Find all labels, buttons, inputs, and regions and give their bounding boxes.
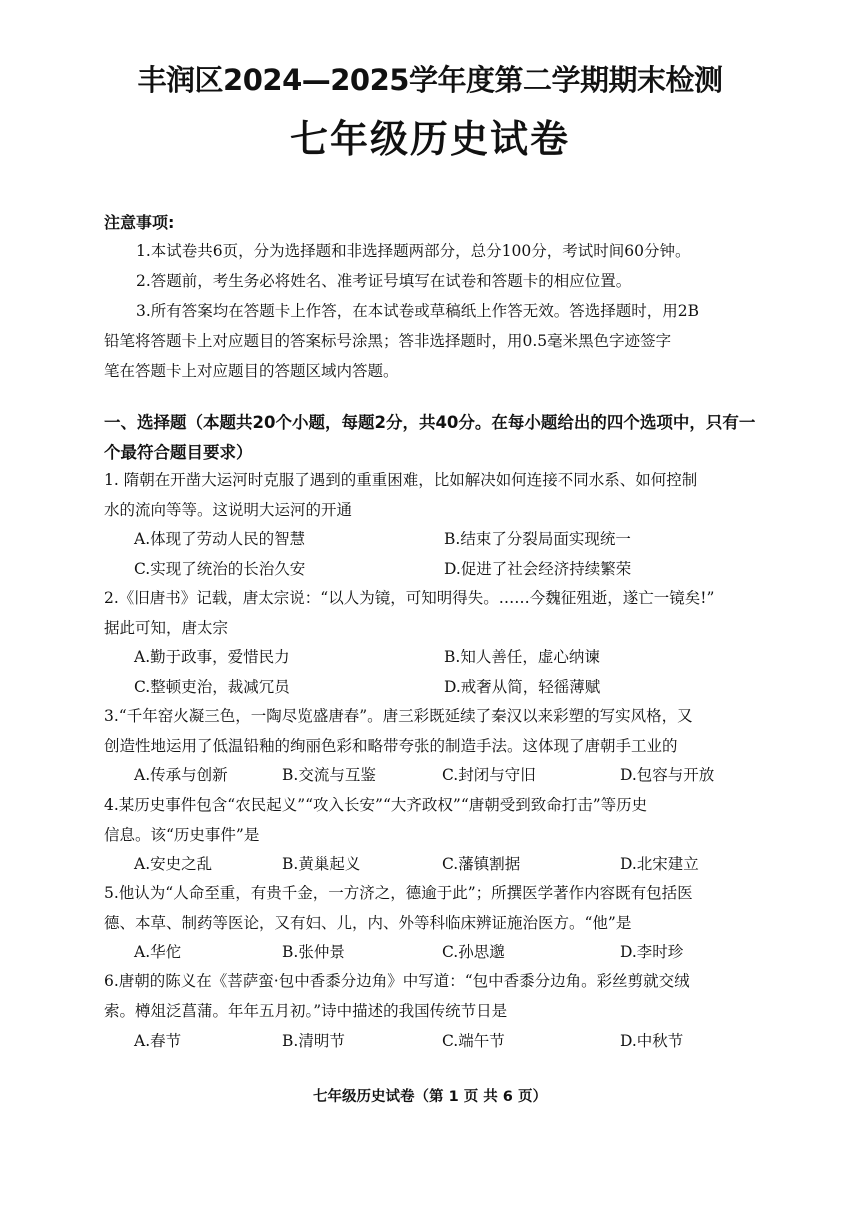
question-stem-line: 2.《旧唐书》记载，唐太宗说：“以人为镜，可知明得失。……今魏征殂逝，遂亡一镜矣!” (104, 589, 715, 607)
option-b[interactable]: B.知人善任，虚心纳谏 (444, 648, 600, 666)
question-1-options-row2 (134, 554, 764, 584)
question-stem-line: 索。樽俎泛菖蒲。年年五月初。”诗中描述的我国传统节日是 (104, 1002, 508, 1020)
question-stem-line: 信息。该“历史事件”是 (104, 826, 260, 844)
option-a[interactable]: A.体现了劳动人民的智慧 (134, 530, 306, 548)
section-heading-line2: 个最符合题目要求） (104, 443, 253, 462)
question-4-options (134, 849, 764, 879)
question-stem-line: 4.某历史事件包含“农民起义”“攻入长安”“大齐政权”“唐朝受到致命打击”等历史 (104, 796, 648, 814)
option-a[interactable]: A.勤于政事，爱惜民力 (134, 648, 290, 666)
option-d[interactable]: D.李时珍 (620, 943, 684, 961)
option-c[interactable]: C.实现了统治的长治久安 (134, 560, 306, 578)
option-c[interactable]: C.端午节 (442, 1032, 505, 1050)
question-stem-line: 创造性地运用了低温铅釉的绚丽色彩和略带夸张的制造手法。这体现了唐朝手工业的 (104, 737, 678, 755)
question-1 (104, 465, 768, 525)
page-footer: 七年级历史试卷（第 1 页 共 6 页） (313, 1089, 547, 1105)
question-3-options (134, 760, 764, 790)
option-b[interactable]: B.张仲景 (282, 943, 345, 961)
question-5 (104, 878, 768, 938)
question-stem-line: 德、本草、制药等医论，又有妇、儿，内、外等科临床辨证施治医方。“他”是 (104, 914, 632, 932)
notice-item-3-cont2: 笔在答题卡上对应题目的答题区域内答题。 (104, 362, 399, 380)
notice-item-1: 1.本试卷共6页，分为选择题和非选择题两部分，总分100分，考试时间60分钟。 (136, 242, 691, 260)
option-c[interactable]: C.孙思邈 (442, 943, 505, 961)
option-a[interactable]: A.春节 (134, 1032, 182, 1050)
option-c[interactable]: C.藩镇割据 (442, 855, 521, 873)
option-b[interactable]: B.黄巢起义 (282, 855, 361, 873)
notice-item-2: 2.答题前，考生务必将姓名、准考证号填写在试卷和答题卡的相应位置。 (136, 272, 632, 290)
option-c[interactable]: C.整顿吏治，裁减冗员 (134, 678, 290, 696)
option-d[interactable]: D.北宋建立 (620, 855, 699, 873)
notice-list (104, 236, 764, 386)
option-a[interactable]: A.传承与创新 (134, 766, 228, 784)
question-stem-line: 据此可知，唐太宗 (104, 619, 229, 637)
question-stem-line: 水的流向等等。这说明大运河的开通 (104, 501, 353, 519)
option-d[interactable]: D.中秋节 (620, 1032, 684, 1050)
question-2-options-row1 (134, 642, 764, 672)
notice-heading: 注意事项: (104, 213, 175, 232)
option-d[interactable]: D.戒奢从简，轻徭薄赋 (444, 678, 601, 696)
question-1-options-row1 (134, 524, 764, 554)
option-c[interactable]: C.封闭与守旧 (442, 766, 536, 784)
question-6 (104, 966, 768, 1026)
exam-title: 丰润区2024—2025学年度第二学期期末检测 (137, 63, 723, 97)
option-d[interactable]: D.促进了社会经济持续繁荣 (444, 560, 632, 578)
section-heading (104, 408, 768, 468)
question-stem-line: 6.唐朝的陈义在《菩萨蛮·包中香黍分边角》中写道：“包中香黍分边角。彩丝剪就交绒 (104, 972, 690, 990)
question-5-options (134, 937, 764, 967)
section-heading-line1: 一、选择题（本题共20个小题，每题2分，共40分。在每小题给出的四个选项中，只有一 (104, 413, 756, 432)
exam-subtitle: 七年级历史试卷 (289, 117, 570, 161)
question-6-options (134, 1026, 764, 1056)
option-d[interactable]: D.包容与开放 (620, 766, 715, 784)
option-a[interactable]: A.安史之乱 (134, 855, 213, 873)
question-stem-line: 3.“千年窑火凝三色，一陶尽览盛唐春”。唐三彩既延续了秦汉以来彩塑的写实风格，又 (104, 707, 693, 725)
question-2-options-row2 (134, 672, 764, 702)
question-2 (104, 583, 768, 643)
option-a[interactable]: A.华佗 (134, 943, 182, 961)
option-b[interactable]: B.交流与互鉴 (282, 766, 376, 784)
question-3 (104, 701, 768, 761)
notice-item-3: 3.所有答案均在答题卡上作答，在本试卷或草稿纸上作答无效。答选择题时，用2B (136, 302, 700, 320)
option-b[interactable]: B.结束了分裂局面实现统一 (444, 530, 631, 548)
option-b[interactable]: B.清明节 (282, 1032, 345, 1050)
question-stem-line: 1. 隋朝在开凿大运河时克服了遇到的重重困难，比如解决如何连接不同水系、如何控制 (104, 471, 698, 489)
notice-item-3-cont: 铅笔将答题卡上对应题目的答案标号涂黑；答非选择题时，用0.5毫米黑色字迹签字 (104, 332, 672, 350)
question-stem-line: 5.他认为“人命至重，有贵千金，一方济之，德逾于此”；所撰医学著作内容既有包括医 (104, 884, 693, 902)
question-4 (104, 790, 768, 850)
